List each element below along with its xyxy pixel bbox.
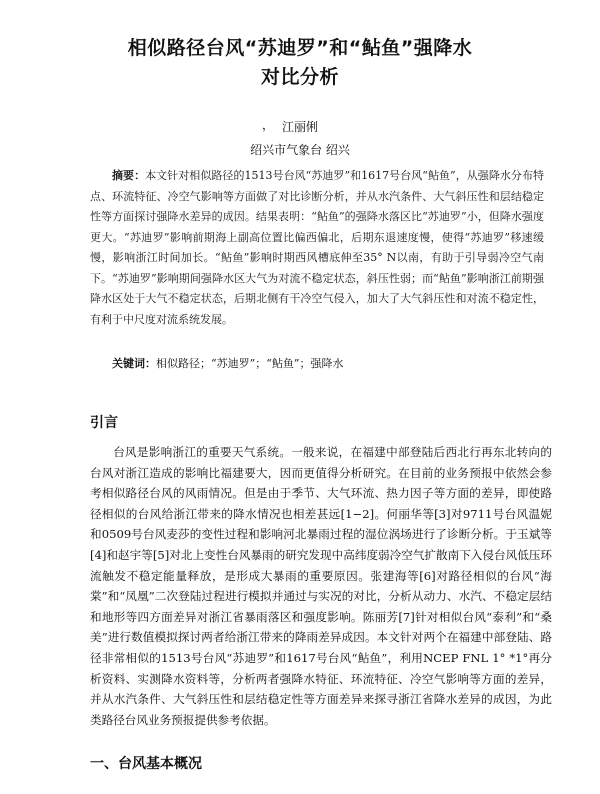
abstract-label: 摘要： <box>112 169 146 182</box>
section-heading-1: 一、台风基本概况 <box>90 756 202 772</box>
section-heading-intro: 引言 <box>90 415 118 431</box>
paper-title-line-1: 相似路径台风“苏迪罗”和“鲇鱼”强降水 <box>127 37 473 59</box>
author-name: 江丽俐 <box>282 120 319 134</box>
paper-title-line-2: 对比分析 <box>260 66 339 88</box>
keywords-label: 关键词： <box>112 357 156 370</box>
keywords <box>90 355 550 373</box>
keywords-text: 相似路径；“苏迪罗”；“鲇鱼”；强降水 <box>156 357 344 370</box>
abstract <box>90 166 544 330</box>
author-mark: ， <box>262 118 275 132</box>
author-affiliation: 绍兴市气象台 绍兴 <box>250 143 350 157</box>
intro-paragraph: 台风是影响浙江的重要天气系统。一般来说，在福建中部登陆后西北行再东北转向的台风对浙江造成的影响比福建要大，因而更值得分析研究。在目前的业务预报中依然会参考相似路径台风的风雨情况。但是由于季节、大气环流、热力因子等方面的差异，即使路径相似的台风给浙江带来的降水情况也相差甚远[1−2]。何丽华等[3]对9711号台风温妮和0509号台风麦莎的变性过程和影响河北暴雨过程的湿位涡场进行了诊断分析。于玉斌等[4]和赵宇等[5]对北上变性台风暴雨的研究发现中高纬度弱冷空气扩散南下入侵台风低压环流触发不稳定能量释放，是形成大暴雨的重要原因。张建海等[6]对路径相似的台风“海棠”和“凤凰”二次登陆过程进行模拟并通过与实况的对比，分析从动力、水汽、不稳定层结和地形等四方面差异对浙江省暴雨落区和强度影响。陈丽芳[7]针对相似台风“泰利”和“桑美”进行数值模拟探讨两者给浙江带来的降雨差异成因。本文针对两个在福建中部登陆、路径非常相似的1513号台风“苏迪罗”和1617号台风“鲇鱼”，利用NCEP FNL 1° *1°再分析资料、实测降水资料等，分析两者强降水特征、环流特征、冷空气影响等方面的差异，并从水汽条件、大气斜压性和层结稳定性等方面差异来探寻浙江省降水差异的成因，为此类路径台风业务预报提供参考依据。 <box>90 445 552 727</box>
abstract-text: 本文针对相似路径的1513号台风“苏迪罗”和1617号台风“鲇鱼”，从强降水分布特点、环流特征、冷空气影响等方面做了对比诊断分析，并从水汽条件、大气斜压性和层结稳定性等方面探讨强降水差异的成因。结果表明：“鲇鱼”的强降水落区比“苏迪罗”小，但降水强度更大。“苏迪罗”影响前期海上副高位置比偏西偏北，后期东退速度慢，使得“苏迪罗”移速缓慢，影响浙江时间加长。“鲇鱼”影响时期西风槽底伸至35° N以南，有助于引导弱冷空气南下。“苏迪罗”影响期间强降水区大气为对流不稳定状态，斜压性弱；而“鲇鱼”影响浙江前期强降水区处于大气不稳定状态，后期北侧有干冷空气侵入，加大了大气斜压性和对流不稳定性，有利于中尺度对流系统发展。 <box>90 169 544 326</box>
